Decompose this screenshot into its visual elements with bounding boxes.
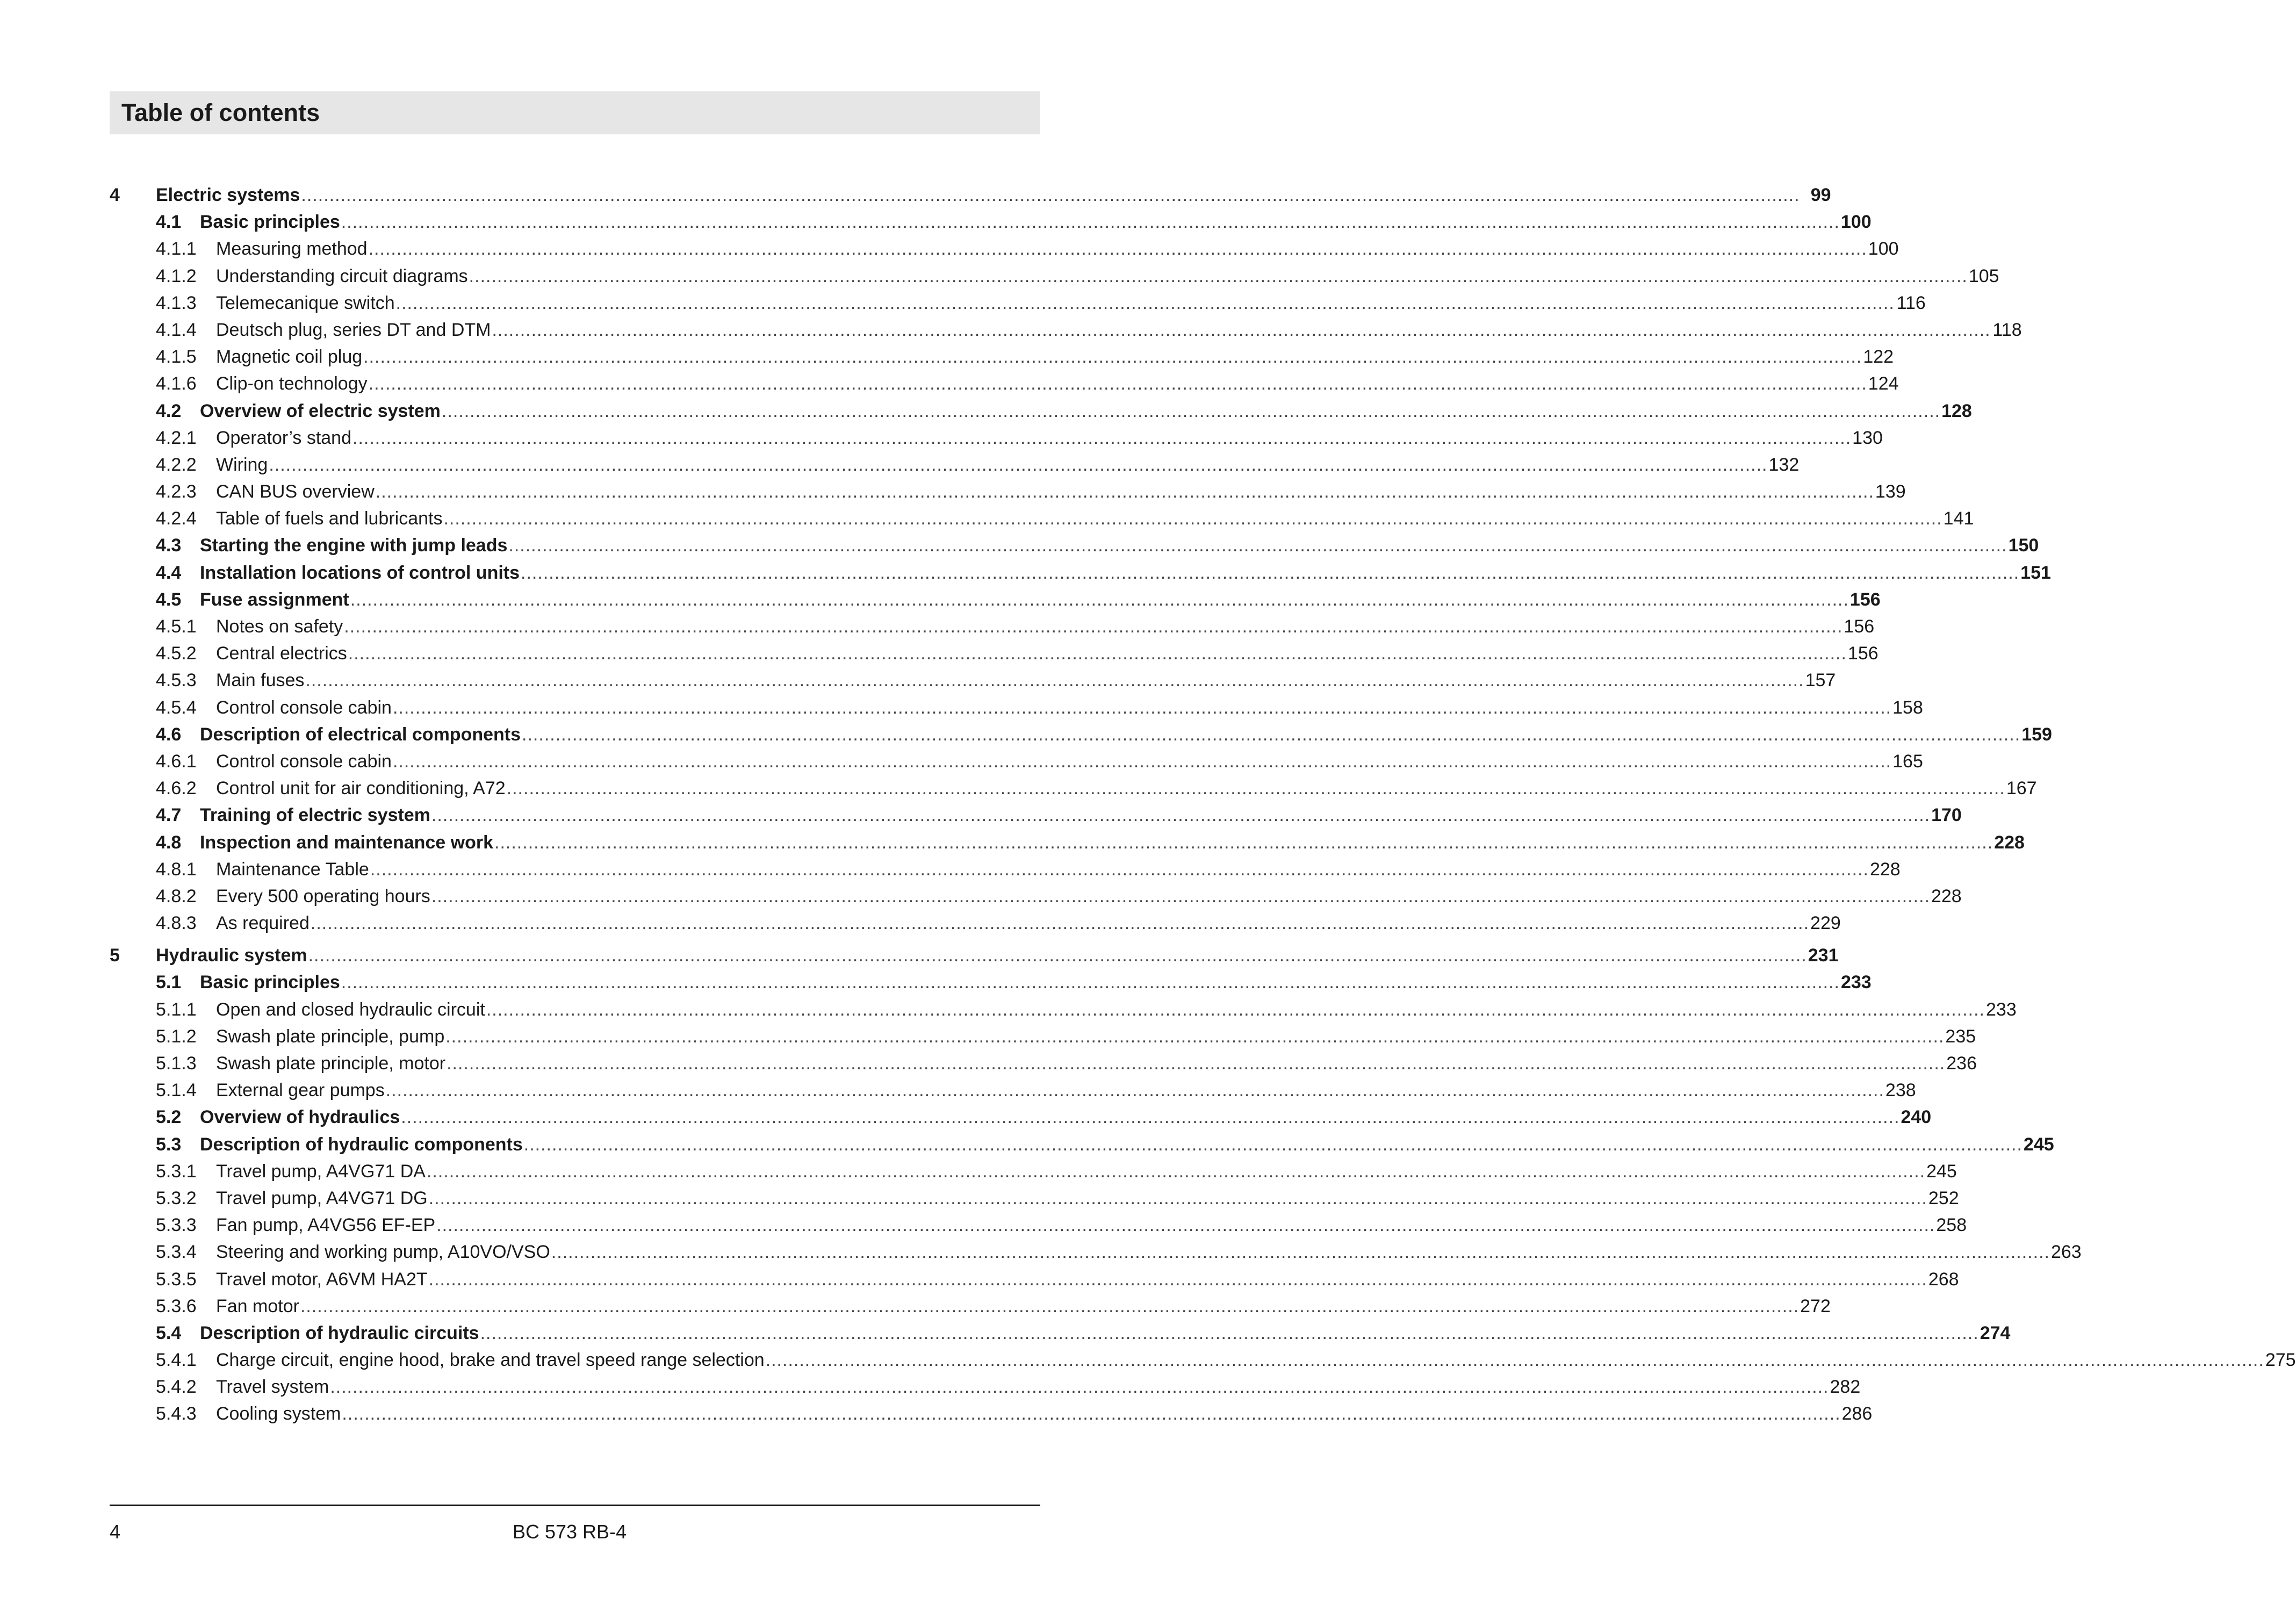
toc-entry-number: 4.8 (156, 832, 182, 853)
toc-entry-title: Overview of electric system (200, 400, 441, 421)
toc-entry[interactable] (110, 290, 1926, 316)
toc-dot-leader (469, 263, 1968, 290)
toc-entry-page: 130 (1852, 427, 1883, 448)
toc-entry-title: Control console cabin (216, 751, 392, 772)
toc-entry-page: 124 (1868, 373, 1899, 394)
toc-entry[interactable] (110, 343, 1894, 370)
toc-dot-leader (480, 1320, 1979, 1347)
toc-dot-leader (442, 398, 1940, 424)
toc-entry-page: 245 (2023, 1134, 2054, 1155)
toc-entry-title: External gear pumps (216, 1080, 385, 1101)
toc-entry[interactable] (110, 263, 1999, 290)
toc-entry-title: Travel pump, A4VG71 DG (216, 1188, 428, 1208)
toc-entry-number: 4.2.1 (156, 427, 197, 448)
toc-entry-number: 5.1 (156, 972, 182, 993)
toc-entry-title: Steering and working pump, A10VO/VSO (216, 1242, 550, 1263)
toc-entry-number: 4.2.3 (156, 481, 197, 502)
toc-entry-title: Measuring method (216, 239, 368, 260)
toc-dot-leader (445, 1023, 1944, 1050)
toc-entry-title: Main fuses (216, 670, 305, 691)
footer-document-id: BC 573 RB-4 (512, 1521, 627, 1543)
toc-entry[interactable] (110, 586, 1881, 613)
toc-entry-number: 5.2 (156, 1107, 182, 1128)
toc-entry[interactable] (110, 748, 1923, 775)
toc-entry[interactable] (110, 996, 2017, 1023)
toc-entry-number: 5.4 (156, 1322, 182, 1343)
toc-entry[interactable] (110, 910, 1841, 937)
toc-entry-page: 116 (1896, 292, 1926, 313)
toc-entry-page: 132 (1768, 454, 1800, 475)
toc-entry-page: 236 (1946, 1053, 1977, 1074)
toc-entry-page: 139 (1875, 481, 1906, 502)
toc-dot-leader (396, 290, 1895, 316)
toc-entry-page: 158 (1892, 697, 1923, 718)
toc-entry[interactable] (110, 969, 1872, 996)
toc-entry-title: Cooling system (216, 1404, 341, 1424)
toc-entry-page: 252 (1928, 1188, 1959, 1208)
toc-entry[interactable] (110, 1373, 1861, 1400)
toc-dot-leader (429, 1185, 1927, 1212)
toc-entry-title: Travel pump, A4VG71 DA (216, 1161, 426, 1182)
toc-entry-number: 4.7 (156, 805, 182, 826)
toc-entry-title: Control unit for air conditioning, A72 (216, 778, 506, 799)
toc-entry[interactable] (110, 1293, 1831, 1320)
toc-entry[interactable] (110, 1266, 1959, 1293)
toc-entry-number: 4.5.1 (156, 616, 197, 637)
toc-entry-number: 5.3.4 (156, 1242, 197, 1263)
toc-entry[interactable] (110, 1077, 1916, 1104)
toc-entry-title: Electric systems (156, 185, 300, 205)
toc-entry-title: Open and closed hydraulic circuit (216, 999, 485, 1020)
toc-entry[interactable] (110, 1320, 2011, 1347)
toc-entry-title: Travel system (216, 1377, 329, 1398)
toc-entry-page: 167 (2006, 778, 2037, 799)
toc-entry-page: 229 (1810, 913, 1841, 934)
toc-entry-page: 159 (2021, 724, 2052, 745)
toc-entry-title: Table of fuels and lubricants (216, 508, 443, 529)
toc-entry-number: 5.3.1 (156, 1161, 197, 1182)
toc-entry-page: 156 (1847, 643, 1878, 664)
toc-dot-leader (427, 1158, 1925, 1185)
toc-entry-page: 150 (2008, 535, 2039, 556)
toc-entry-number: 5.4.3 (156, 1404, 197, 1424)
toc-dot-leader (305, 667, 1804, 694)
toc-entry-page: 258 (1936, 1215, 1967, 1236)
toc-entry-number: 4.1.5 (156, 347, 197, 368)
toc-entry-page: 272 (1800, 1296, 1831, 1316)
toc-entry-title: Operator’s stand (216, 427, 351, 448)
toc-dot-leader (494, 829, 1993, 856)
toc-entry[interactable] (110, 1050, 1977, 1077)
toc-entry-number: 5.1.1 (156, 999, 197, 1020)
toc-entry-number: 4 (110, 185, 120, 205)
toc-entry-page: 170 (1931, 805, 1962, 826)
toc-dot-leader (431, 883, 1930, 910)
toc-entry-title: Basic principles (200, 212, 340, 233)
toc-entry-page: 156 (1844, 616, 1875, 637)
toc-entry-page: 128 (1941, 400, 1972, 421)
toc-entry[interactable] (110, 1023, 1976, 1050)
toc-entry-number: 5.3.6 (156, 1296, 197, 1316)
toc-entry[interactable] (110, 370, 1899, 397)
toc-entry[interactable] (110, 1185, 1959, 1212)
toc-entry[interactable] (110, 1347, 2296, 1373)
toc-dot-leader (431, 802, 1930, 829)
toc-entry-page: 233 (1840, 972, 1872, 993)
toc-entry[interactable] (110, 208, 1872, 235)
footer-divider (110, 1505, 1040, 1506)
toc-dot-leader (300, 1293, 1799, 1320)
toc-header-bar (110, 91, 1040, 134)
toc-entry[interactable] (110, 1104, 1932, 1131)
toc-entry[interactable] (110, 1400, 1873, 1427)
toc-dot-leader (492, 316, 1990, 343)
toc-entry-number: 4.8.3 (156, 913, 197, 934)
toc-entry-title: Installation locations of control units (200, 562, 520, 583)
toc-entry-number: 4.2.2 (156, 454, 197, 475)
toc-entry-number: 5.3 (156, 1134, 182, 1155)
toc-entry[interactable] (110, 235, 1899, 262)
toc-entry-number: 4.3 (156, 535, 182, 556)
toc-entry-page: 99 (1810, 185, 1831, 205)
toc-entry-page: 231 (1808, 945, 1839, 966)
toc-entry-page: 235 (1945, 1026, 1976, 1047)
toc-entry-number: 4.2 (156, 400, 182, 421)
toc-entry-title: Fan motor (216, 1296, 299, 1316)
toc-entry-page: 286 (1841, 1404, 1873, 1424)
footer-page-number: 4 (110, 1521, 121, 1543)
toc-entry[interactable] (110, 182, 1831, 208)
toc-entry-title: Description of hydraulic components (200, 1134, 523, 1155)
page-title: Table of contents (121, 99, 320, 126)
toc-dot-leader (507, 775, 2005, 802)
toc-entry[interactable] (110, 667, 1836, 694)
toc-dot-leader (311, 910, 1809, 937)
toc-entry-number: 5.4.1 (156, 1350, 197, 1371)
toc-dot-leader (524, 1131, 2023, 1158)
toc-entry[interactable] (110, 942, 1839, 969)
toc-dot-leader (521, 559, 2019, 586)
toc-entry-page: 263 (2050, 1242, 2082, 1263)
toc-entry-page: 245 (1926, 1161, 1957, 1182)
toc-entry-title: Hydraulic system (156, 945, 307, 966)
toc-entry-number: 4.1.4 (156, 319, 197, 340)
toc-entry-number: 5.3.3 (156, 1215, 197, 1236)
toc-entry-page: 165 (1892, 751, 1923, 772)
toc-entry[interactable] (110, 505, 1974, 532)
toc-entry-title: Starting the engine with jump leads (200, 535, 508, 556)
toc-dot-leader (443, 505, 1942, 532)
toc-dot-leader (508, 532, 2007, 559)
toc-dot-leader (447, 1050, 1945, 1077)
toc-dot-leader (436, 1212, 1935, 1239)
toc-entry[interactable] (110, 856, 1901, 883)
toc-entry-page: 228 (1869, 859, 1901, 880)
toc-dot-leader (522, 721, 2020, 748)
toc-dot-leader (348, 640, 1847, 667)
toc-entry-number: 5.1.3 (156, 1053, 197, 1074)
toc-dot-leader (308, 942, 1807, 969)
toc-entry-number: 4.1.2 (156, 265, 197, 286)
toc-entry-title: As required (216, 913, 310, 934)
toc-entry-number: 4.5.3 (156, 670, 197, 691)
toc-entry-title: Inspection and maintenance work (200, 832, 494, 853)
toc-entry[interactable] (110, 829, 2025, 856)
toc-entry-title: Every 500 operating hours (216, 886, 430, 906)
toc-entry[interactable] (110, 316, 2022, 343)
toc-dot-leader (486, 996, 1985, 1023)
toc-dot-leader (352, 424, 1851, 451)
toc-dot-leader (363, 343, 1862, 370)
toc-entry-page: 100 (1840, 212, 1872, 233)
toc-entry-page: 156 (1849, 589, 1881, 610)
toc-dot-leader (301, 182, 1800, 208)
toc-entry-page: 274 (1980, 1322, 2011, 1343)
toc-list (110, 182, 2296, 1428)
toc-entry-page: 122 (1863, 347, 1894, 368)
toc-entry[interactable] (110, 559, 2051, 586)
toc-entry-number: 4.6 (156, 724, 182, 745)
toc-entry[interactable] (110, 640, 1878, 667)
toc-entry-title: Charge circuit, engine hood, brake and travel speed range selection (216, 1350, 765, 1371)
toc-entry-number: 4.5 (156, 589, 182, 610)
toc-entry-page: 268 (1928, 1269, 1959, 1290)
toc-entry-page: 151 (2020, 562, 2051, 583)
toc-entry-title: Swash plate principle, motor (216, 1053, 446, 1074)
toc-entry-page: 238 (1885, 1080, 1916, 1101)
toc-entry-number: 5 (110, 945, 120, 966)
toc-entry-title: Deutsch plug, series DT and DTM (216, 319, 491, 340)
toc-dot-leader (766, 1347, 2264, 1373)
toc-entry-title: Wiring (216, 454, 268, 475)
toc-entry-title: Central electrics (216, 643, 347, 664)
toc-dot-leader (429, 1266, 1927, 1293)
toc-entry-title: CAN BUS overview (216, 481, 375, 502)
toc-entry-page: 240 (1901, 1107, 1932, 1128)
toc-entry-title: Fan pump, A4VG56 EF-EP (216, 1215, 436, 1236)
toc-entry-page: 118 (1992, 319, 2022, 340)
toc-entry-title: Fuse assignment (200, 589, 349, 610)
toc-entry-number: 5.4.2 (156, 1377, 197, 1398)
toc-entry-title: Telemecanique switch (216, 292, 395, 313)
toc-entry-title: Notes on safety (216, 616, 343, 637)
toc-entry[interactable] (110, 532, 2039, 559)
toc-entry-page: 282 (1830, 1377, 1861, 1398)
toc-entry-title: Training of electric system (200, 805, 430, 826)
toc-entry[interactable] (110, 424, 1883, 451)
toc-entry-page: 100 (1868, 239, 1899, 260)
toc-entry-page: 275 (2265, 1350, 2296, 1371)
toc-entry-number: 4.1.6 (156, 373, 197, 394)
toc-entry-number: 5.1.2 (156, 1026, 197, 1047)
toc-dot-leader (344, 613, 1842, 640)
toc-dot-leader (269, 451, 1767, 478)
toc-entry-number: 5.3.5 (156, 1269, 197, 1290)
toc-dot-leader (393, 748, 1891, 775)
toc-entry-number: 4.8.1 (156, 859, 197, 880)
toc-entry-title: Swash plate principle, pump (216, 1026, 445, 1047)
toc-entry-title: Maintenance Table (216, 859, 369, 880)
toc-entry-page: 141 (1943, 508, 1974, 529)
toc-entry[interactable] (110, 478, 1906, 505)
toc-entry-number: 4.5.4 (156, 697, 197, 718)
toc-dot-leader (330, 1373, 1829, 1400)
toc-entry[interactable] (110, 694, 1923, 721)
toc-dot-leader (551, 1239, 2050, 1265)
toc-dot-leader (369, 235, 1867, 262)
toc-entry[interactable] (110, 1212, 1967, 1239)
toc-entry[interactable] (110, 721, 2052, 748)
toc-entry[interactable] (110, 1239, 2082, 1265)
toc-entry[interactable] (110, 775, 2037, 802)
toc-entry[interactable] (110, 398, 1972, 424)
toc-entry-title: Description of hydraulic circuits (200, 1322, 479, 1343)
toc-dot-leader (376, 478, 1874, 505)
toc-dot-leader (350, 586, 1849, 613)
toc-entry-number: 4.4 (156, 562, 182, 583)
toc-entry-title: Travel motor, A6VM HA2T (216, 1269, 428, 1290)
toc-entry[interactable] (110, 883, 1962, 910)
toc-entry-number: 4.6.1 (156, 751, 197, 772)
toc-entry-number: 4.1.3 (156, 292, 197, 313)
toc-dot-leader (342, 1400, 1840, 1427)
toc-dot-leader (370, 856, 1869, 883)
toc-entry-title: Description of electrical components (200, 724, 521, 745)
toc-entry-title: Control console cabin (216, 697, 392, 718)
toc-entry[interactable] (110, 613, 1875, 640)
toc-entry-number: 4.8.2 (156, 886, 197, 906)
toc-entry-title: Magnetic coil plug (216, 347, 363, 368)
toc-entry-number: 4.1 (156, 212, 182, 233)
toc-entry-page: 157 (1805, 670, 1836, 691)
toc-entry-page: 105 (1968, 265, 1999, 286)
toc-entry-number: 4.5.2 (156, 643, 197, 664)
toc-dot-leader (369, 370, 1867, 397)
toc-entry-title: Clip-on technology (216, 373, 368, 394)
toc-entry-title: Understanding circuit diagrams (216, 265, 468, 286)
toc-entry-number: 4.2.4 (156, 508, 197, 529)
toc-entry-page: 228 (1931, 886, 1962, 906)
toc-entry-number: 5.3.2 (156, 1188, 197, 1208)
toc-entry-page: 233 (1986, 999, 2017, 1020)
toc-entry[interactable] (110, 1131, 2054, 1158)
toc-entry-number: 5.1.4 (156, 1080, 197, 1101)
toc-entry[interactable] (110, 1158, 1957, 1185)
toc-entry-title: Overview of hydraulics (200, 1107, 400, 1128)
toc-entry-page: 228 (1994, 832, 2025, 853)
toc-dot-leader (393, 694, 1891, 721)
toc-entry-number: 4.1.1 (156, 239, 197, 260)
toc-dot-leader (341, 969, 1840, 996)
toc-dot-leader (386, 1077, 1884, 1104)
toc-entry-title: Basic principles (200, 972, 340, 993)
toc-entry-number: 4.6.2 (156, 778, 197, 799)
toc-dot-leader (341, 208, 1840, 235)
toc-entry[interactable] (110, 451, 1800, 478)
toc-entry[interactable] (110, 802, 1962, 829)
toc-dot-leader (401, 1104, 1899, 1131)
